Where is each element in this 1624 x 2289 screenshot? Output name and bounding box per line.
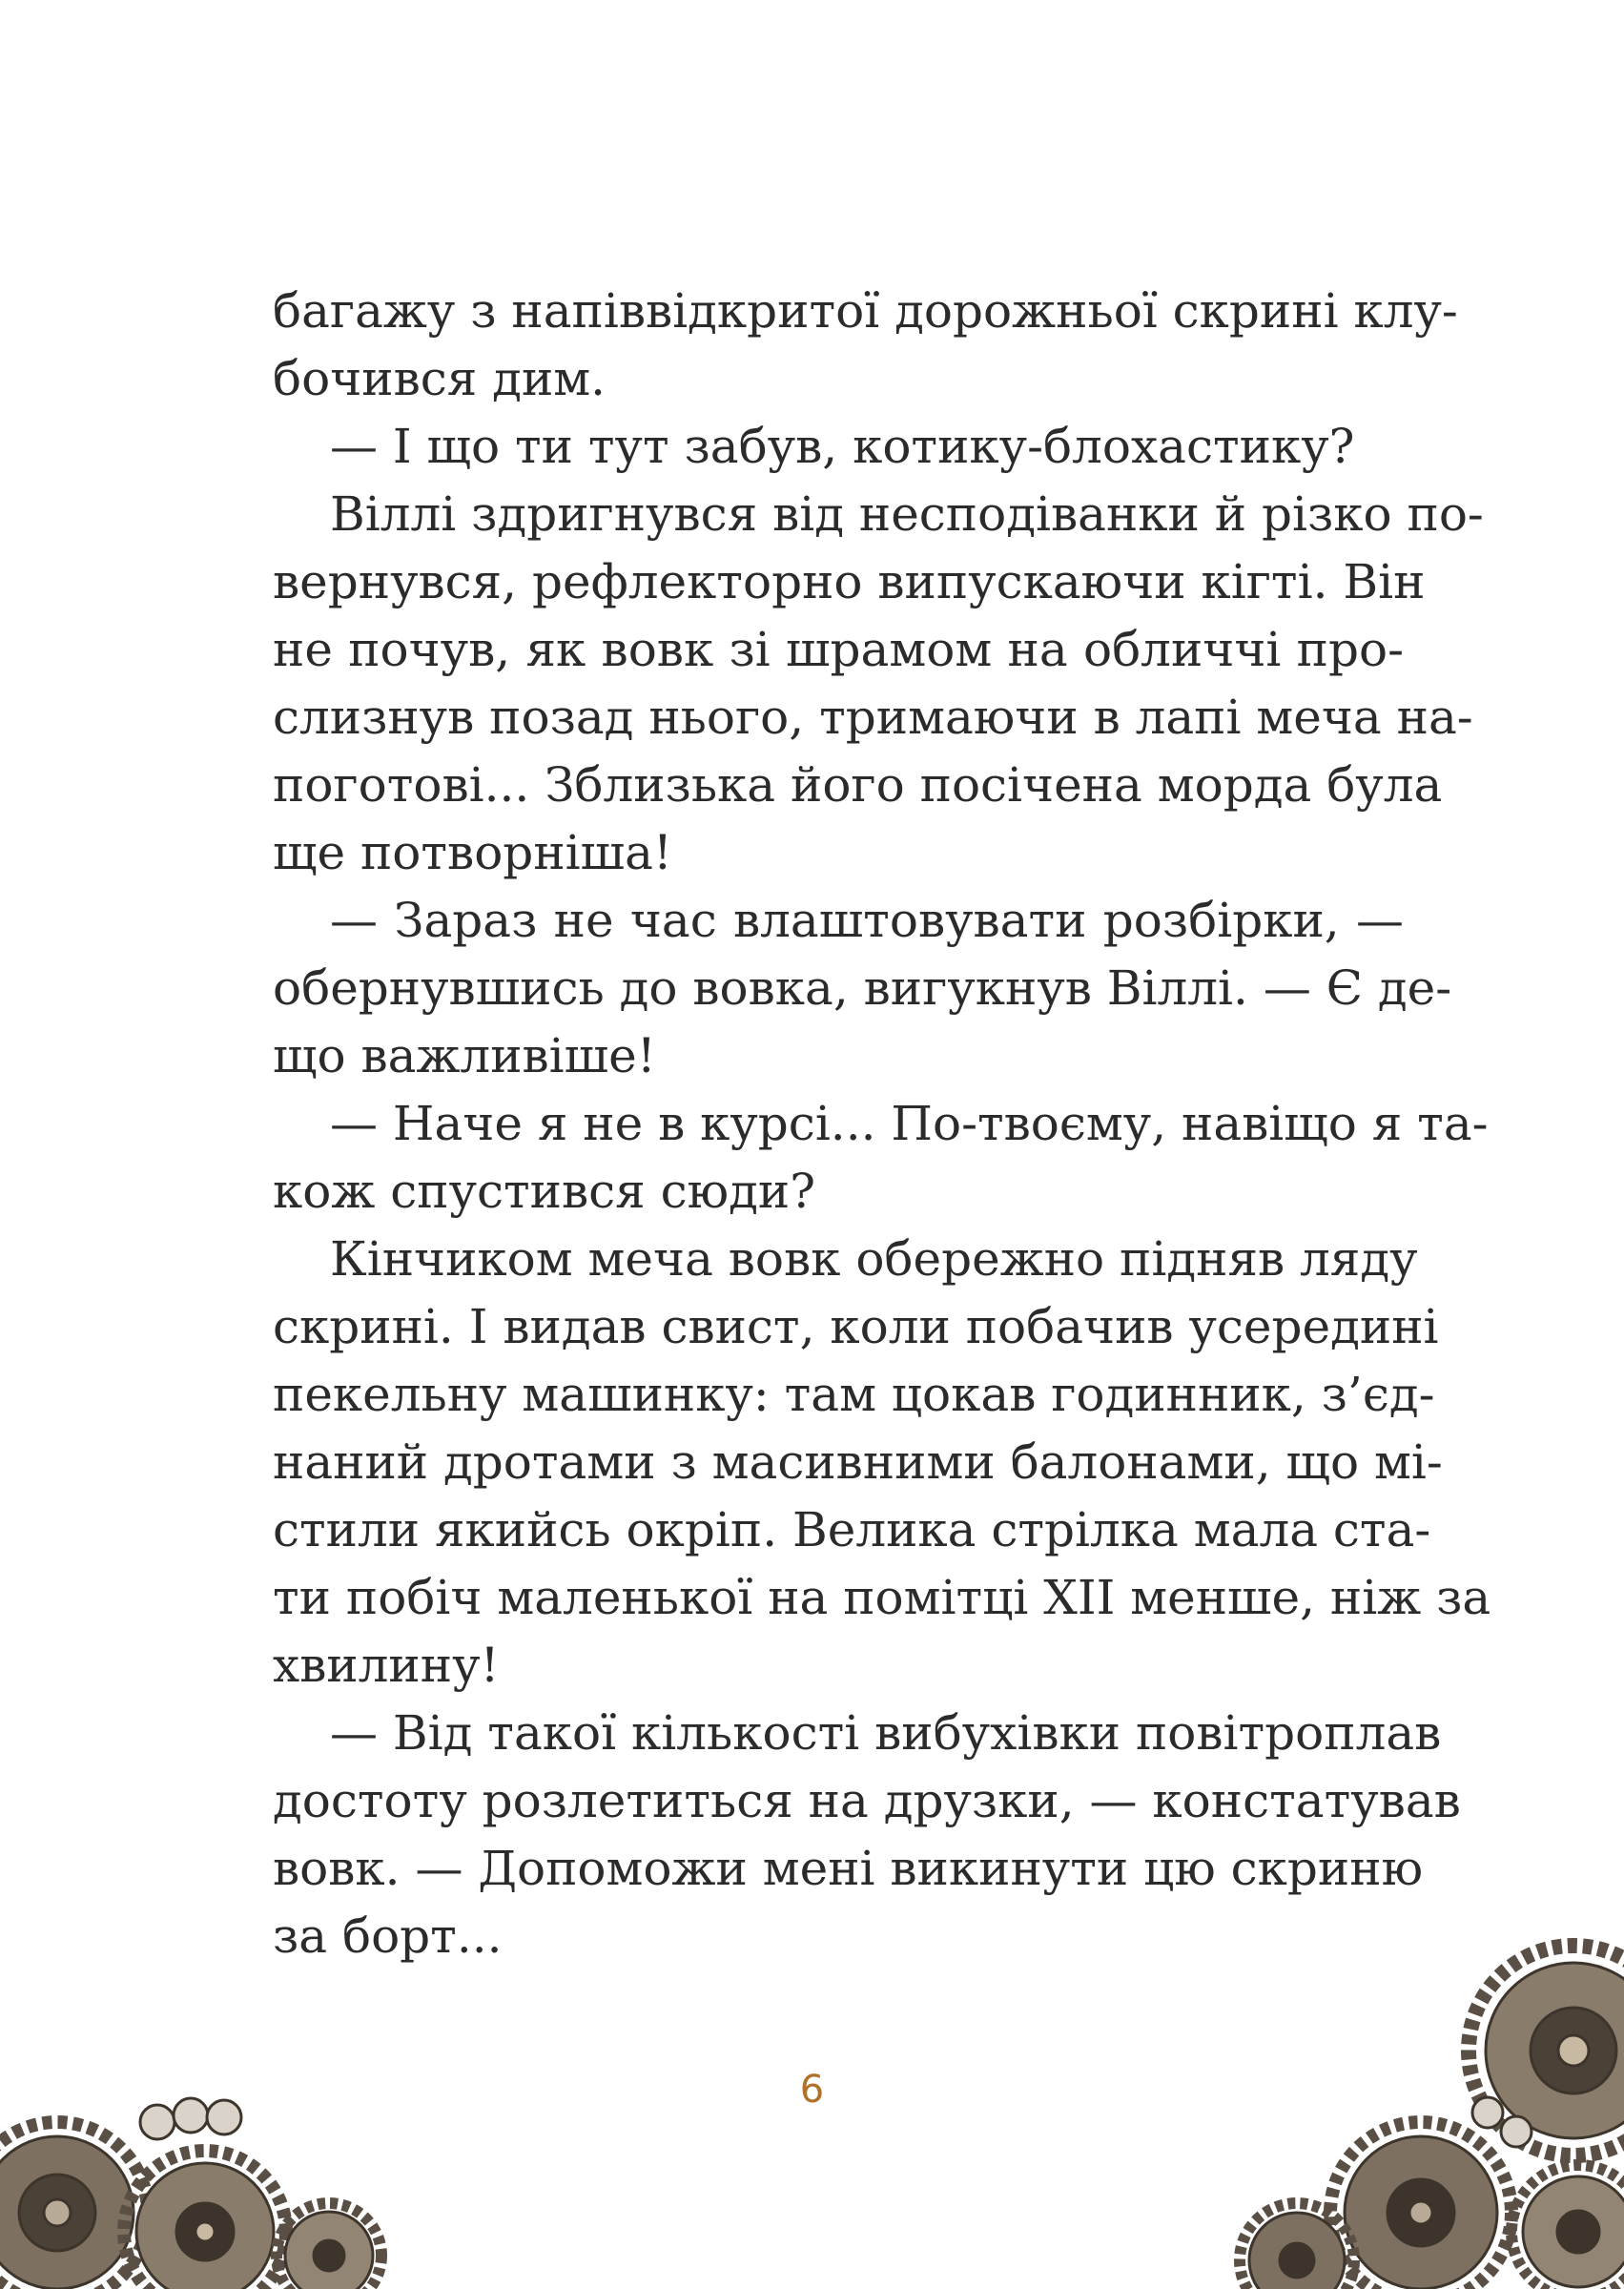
text-line: поготові... Зблизька його посічена морда була	[273, 757, 1443, 813]
text-line: — І що ти тут забув, котику-блохастику?	[330, 419, 1355, 474]
text-line: вовк. — Допоможи мені викинути цю скриню	[273, 1841, 1424, 1896]
text-line: кож спустився сюди?	[273, 1164, 816, 1219]
text-line: ще потворніша!	[273, 825, 673, 880]
text-line: — Зараз не час влаштовувати розбірки, —	[330, 893, 1404, 948]
text-line: стили якийсь окріп. Велика стрілка мала ста-	[273, 1502, 1431, 1557]
text-line: багажу з напіввідкритої дорожньої скрині клу-	[273, 283, 1458, 339]
text-line: — Наче я не в курсі... По-твоєму, навіщо я та-	[330, 1096, 1489, 1151]
text-line: ти побіч маленької на помітці XII менше, ніж за	[273, 1570, 1491, 1625]
text-line: Кінчиком меча вовк обережно підняв ляду	[330, 1231, 1418, 1287]
text-line: достоту розлетиться на друзки, — констатував	[273, 1773, 1461, 1828]
text-line: не почув, як вовк зі шрамом на обличчі про-	[273, 622, 1404, 677]
page-number: 6	[799, 2068, 825, 2112]
text-line: — Від такої кількості вибухівки повітроплав	[330, 1705, 1442, 1761]
text-line: вернувся, рефлекторно випускаючи кігті. Він	[273, 554, 1426, 609]
text-line: Віллі здригнувся від несподіванки й різко по-	[330, 486, 1484, 542]
text-line: слизнув позад нього, тримаючи в лапі меча на-	[273, 690, 1473, 745]
text-line: обернувшись до вовка, вигукнув Віллі. — Є де-	[273, 960, 1452, 1016]
clockwork-gears-icon	[0, 2022, 439, 2289]
text-line: що важливіше!	[273, 1028, 656, 1083]
text-line: бочився дим.	[273, 351, 606, 406]
body-text	[273, 278, 1491, 1970]
text-line: скрині. І видав свист, коли побачив усередині	[273, 1299, 1439, 1354]
text-line: хвилину!	[273, 1638, 500, 1693]
text-line: пекельну машинку: там цокав годинник, з’єд-	[273, 1367, 1435, 1422]
clockwork-gears-icon	[1202, 1946, 1624, 2289]
text-line: наний дротами з масивними балонами, що мі-	[273, 1434, 1443, 1490]
text-line: за борт...	[273, 1908, 503, 1964]
